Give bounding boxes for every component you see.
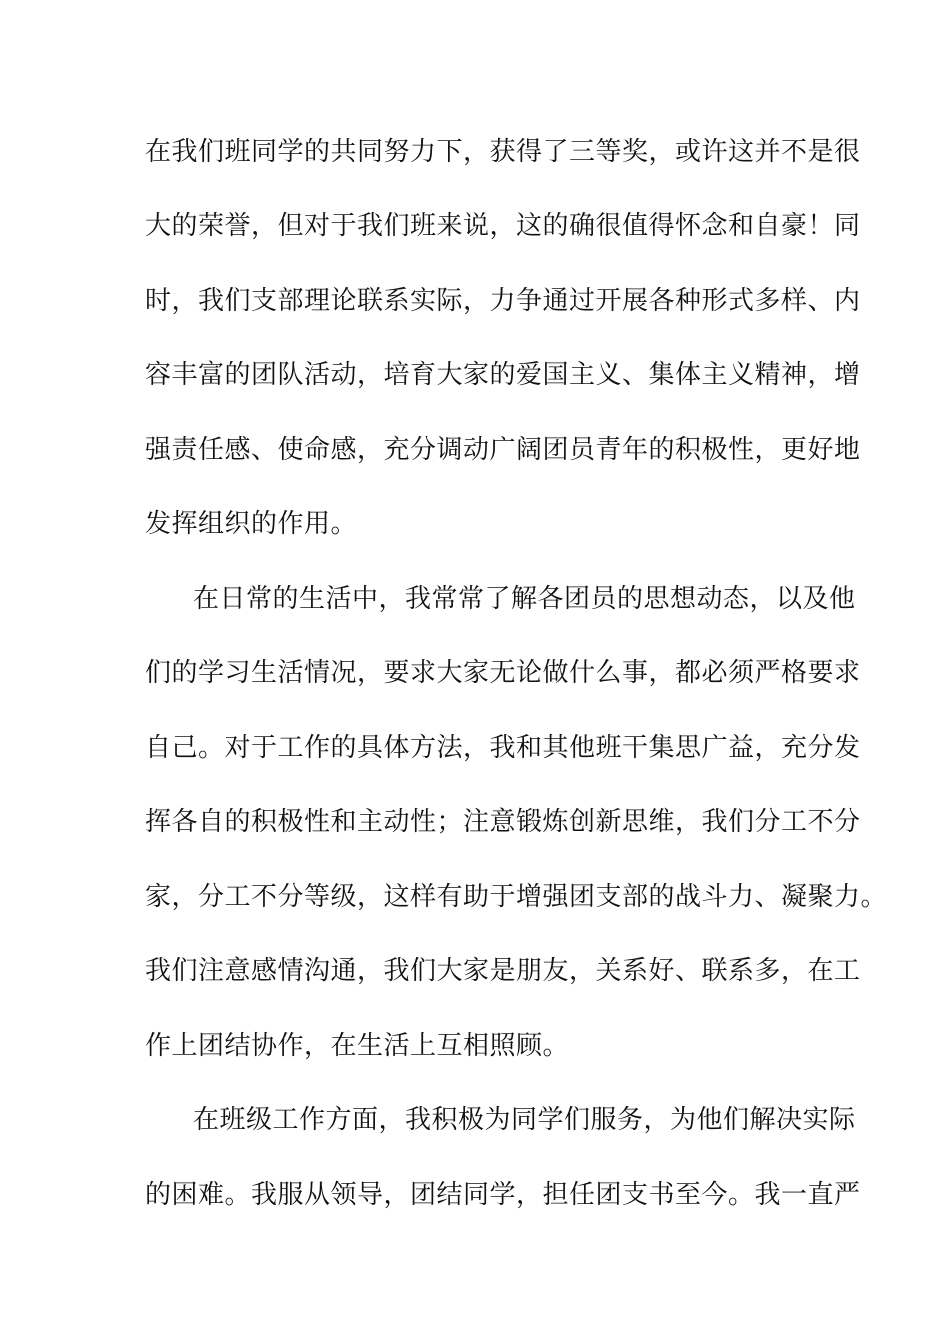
- paragraph-first-line: 在班级工作方面，我积极为同学们服务，为他们解决实际: [193, 1105, 856, 1135]
- text-line: 的困难。我服从领导，团结同学，担任团支书至今。我一直严: [145, 1180, 861, 1210]
- text-line: 挥各自的积极性和主动性；注意锻炼创新思维，我们分工不分: [145, 807, 861, 837]
- text-line: 容丰富的团队活动，培育大家的爱国主义、集体主义精神，增: [145, 360, 861, 390]
- text-line: 大的荣誉，但对于我们班来说，这的确很值得怀念和自豪！同: [145, 211, 861, 241]
- paragraph-first-line: 在日常的生活中，我常常了解各团员的思想动态，以及他: [193, 584, 856, 614]
- text-line: 作上团结协作，在生活上互相照顾。: [145, 1031, 570, 1061]
- text-line: 发挥组织的作用。: [145, 509, 358, 539]
- text-line: 我们注意感情沟通，我们大家是朋友，关系好、联系多，在工: [145, 956, 861, 986]
- text-line: 时，我们支部理论联系实际，力争通过开展各种形式多样、内: [145, 286, 861, 316]
- text-line: 家，分工不分等级，这样有助于增强团支部的战斗力、凝聚力。: [145, 882, 888, 912]
- text-line: 自己。对于工作的具体方法，我和其他班干集思广益，充分发: [145, 733, 861, 763]
- text-line: 强责任感、使命感，充分调动广阔团员青年的积极性，更好地: [145, 435, 861, 465]
- text-line: 在我们班同学的共同努力下，获得了三等奖，或许这并不是很: [145, 137, 861, 167]
- text-line: 们的学习生活情况，要求大家无论做什么事，都必须严格要求: [145, 658, 861, 688]
